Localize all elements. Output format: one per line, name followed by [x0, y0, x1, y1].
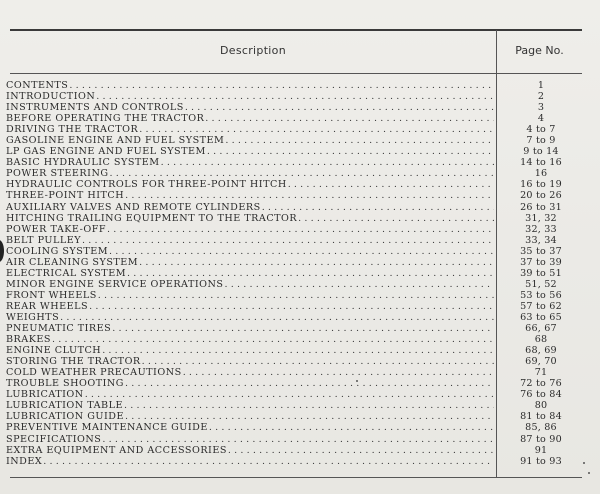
- dot-leader: [139, 257, 494, 268]
- toc-page-numbers: 72 to 76: [520, 378, 562, 390]
- toc-page-numbers: 39 to 51: [520, 267, 562, 279]
- toc-page-numbers: 4: [537, 113, 545, 125]
- dot-leader: [107, 224, 494, 235]
- dot-leader: [96, 91, 494, 102]
- toc-title: BELT PULLEY: [6, 234, 82, 246]
- dot-leader: [225, 135, 494, 146]
- paper-speck: [356, 380, 358, 382]
- dot-leader: [125, 378, 494, 389]
- toc-entry: [6, 411, 494, 422]
- toc-title: EXTRA EQUIPMENT AND ACCESSORIES: [6, 444, 227, 456]
- toc-row: [6, 213, 586, 224]
- toc-row: [6, 279, 586, 290]
- toc-row: [6, 135, 586, 146]
- toc-row: [6, 400, 586, 411]
- toc-entry: [6, 213, 494, 224]
- toc-page-numbers: 20 to 26: [520, 190, 562, 202]
- dot-leader: [161, 157, 494, 168]
- toc-row: [6, 290, 586, 301]
- toc-title: MINOR ENGINE SERVICE OPERATIONS: [6, 278, 224, 290]
- toc-row: [6, 224, 586, 235]
- toc-entry: [6, 80, 494, 91]
- toc-title: HITCHING TRAILING EQUIPMENT TO THE TRACTOR: [6, 212, 298, 224]
- dot-leader: [82, 235, 494, 246]
- toc-page-numbers: 68: [534, 334, 548, 346]
- toc-entry: [6, 400, 494, 411]
- toc-row: [6, 235, 586, 246]
- dot-leader: [185, 102, 494, 113]
- toc-title: INDEX: [6, 455, 43, 467]
- toc-entry: [6, 301, 494, 312]
- toc-entry: [6, 202, 494, 213]
- toc-page-numbers: 81 to 84: [520, 411, 562, 423]
- toc-title: BEFORE OPERATING THE TRACTOR: [6, 113, 205, 125]
- dot-leader: [262, 202, 494, 213]
- binder-hole: [0, 240, 4, 262]
- toc-row: [6, 312, 586, 323]
- toc-page-numbers: 16 to 19: [520, 179, 562, 191]
- toc-title: TROUBLE SHOOTING: [6, 378, 124, 390]
- toc-entry: [6, 91, 494, 102]
- toc-row: [6, 157, 586, 168]
- toc-title: BRAKES: [6, 334, 51, 346]
- toc-row: [6, 202, 586, 213]
- toc-entry: [6, 179, 494, 190]
- toc-title: LP GAS ENGINE AND FUEL SYSTEM: [6, 146, 206, 158]
- toc-entry: [6, 102, 494, 113]
- toc-row: [6, 257, 586, 268]
- toc-title: AUXILIARY VALVES AND REMOTE CYLINDERS: [6, 201, 261, 213]
- dot-leader: [112, 323, 494, 334]
- toc-entry: [6, 135, 494, 146]
- table-of-contents: [6, 80, 586, 467]
- toc-title: PNEUMATIC TIRES: [6, 323, 112, 335]
- dot-leader: [207, 146, 494, 157]
- toc-title: CONTENTS: [6, 80, 69, 91]
- toc-title: INTRODUCTION: [6, 91, 96, 103]
- dot-leader: [124, 400, 494, 411]
- dot-leader: [89, 301, 494, 312]
- toc-page-numbers: 85, 86: [525, 422, 557, 434]
- toc-title: AIR CLEANING SYSTEM: [6, 256, 139, 268]
- toc-row: [6, 91, 586, 102]
- toc-page-numbers: 91: [534, 444, 548, 456]
- dot-leader: [43, 456, 494, 467]
- toc-entry: [6, 323, 494, 334]
- toc-title: ELECTRICAL SYSTEM: [6, 267, 127, 279]
- bottom-rule: [10, 477, 582, 478]
- toc-title: PREVENTIVE MAINTENANCE GUIDE: [6, 422, 208, 434]
- dot-leader: [52, 334, 494, 345]
- toc-row: [6, 190, 586, 201]
- dot-leader: [98, 290, 494, 301]
- toc-row: [6, 345, 586, 356]
- toc-title: HYDRAULIC CONTROLS FOR THREE-POINT HITCH: [6, 179, 287, 191]
- toc-row: [6, 367, 586, 378]
- dot-leader: [183, 367, 494, 378]
- toc-page-numbers: 16: [534, 168, 548, 180]
- toc-row: [6, 323, 586, 334]
- toc-title: DRIVING THE TRACTOR: [6, 124, 139, 136]
- toc-title: BASIC HYDRAULIC SYSTEM: [6, 157, 160, 169]
- toc-entry: [6, 224, 494, 235]
- dot-leader: [205, 113, 494, 124]
- toc-page-numbers: 69, 70: [525, 356, 557, 368]
- paper-speck: [583, 462, 585, 464]
- toc-title: STORING THE TRACTOR: [6, 356, 141, 368]
- toc-row: [6, 80, 586, 91]
- dot-leader: [60, 312, 494, 323]
- toc-row: [6, 378, 586, 389]
- dot-leader: [224, 279, 494, 290]
- toc-row: [6, 268, 586, 279]
- toc-row: [6, 434, 586, 445]
- toc-title: POWER TAKE-OFF: [6, 223, 107, 235]
- dot-leader: [102, 434, 494, 445]
- toc-title: LUBRICATION GUIDE: [6, 411, 124, 423]
- toc-entry: [6, 367, 494, 378]
- toc-entry: [6, 456, 494, 467]
- toc-page-numbers: 71: [534, 367, 548, 379]
- dot-leader: [125, 411, 494, 422]
- toc-row: [6, 113, 586, 124]
- toc-row: [6, 445, 586, 456]
- toc-entry: [6, 246, 494, 257]
- toc-page-numbers: 66, 67: [525, 323, 557, 335]
- toc-page-numbers: 51, 52: [525, 278, 557, 290]
- dot-leader: [110, 168, 494, 179]
- toc-row: [6, 124, 586, 135]
- toc-row: [6, 422, 586, 433]
- toc-entry: [6, 434, 494, 445]
- toc-entry: [6, 257, 494, 268]
- toc-page-numbers: 68, 69: [525, 345, 557, 357]
- toc-title: REAR WHEELS: [6, 300, 89, 312]
- toc-row: [6, 456, 586, 467]
- toc-page-numbers: 80: [534, 400, 548, 412]
- toc-row: [6, 102, 586, 113]
- dot-leader: [209, 422, 494, 433]
- toc-title: LUBRICATION: [6, 389, 84, 401]
- toc-title: ENGINE CLUTCH: [6, 345, 102, 357]
- toc-page-numbers: 31, 32: [525, 212, 557, 224]
- toc-entry: [6, 334, 494, 345]
- toc-title: WEIGHTS: [6, 311, 60, 323]
- toc-entry: [6, 345, 494, 356]
- toc-page-numbers: 37 to 39: [520, 256, 562, 268]
- dot-leader: [102, 345, 494, 356]
- toc-row: [6, 179, 586, 190]
- toc-row: [6, 389, 586, 400]
- dot-leader: [85, 389, 494, 400]
- toc-page-numbers: 4 to 7: [526, 124, 556, 136]
- toc-row: [6, 146, 586, 157]
- toc-entry: [6, 378, 494, 389]
- page-number-column-header: Page No.: [515, 44, 564, 57]
- toc-entry: [6, 422, 494, 433]
- toc-entry: [6, 113, 494, 124]
- toc-entry: [6, 312, 494, 323]
- toc-row: [6, 246, 586, 257]
- dot-leader: [298, 213, 494, 224]
- toc-entry: [6, 168, 494, 179]
- toc-row: [6, 411, 586, 422]
- toc-title: FRONT WHEELS: [6, 289, 97, 301]
- toc-entry: [6, 268, 494, 279]
- toc-row: [6, 168, 586, 179]
- toc-page-numbers: 76 to 84: [520, 389, 562, 401]
- toc-page-numbers: 26 to 31: [520, 201, 562, 213]
- dot-leader: [109, 246, 494, 257]
- toc-page-numbers: 1: [537, 80, 545, 91]
- toc-entry: [6, 279, 494, 290]
- description-column-header: Description: [220, 44, 286, 57]
- dot-leader: [127, 268, 494, 279]
- toc-row: [6, 301, 586, 312]
- toc-title: INSTRUMENTS AND CONTROLS: [6, 102, 184, 114]
- toc-page-numbers: 7 to 9: [526, 135, 556, 147]
- dot-leader: [228, 445, 494, 456]
- toc-entry: [6, 290, 494, 301]
- toc-page-numbers: 9 to 14: [523, 146, 559, 158]
- toc-row: [6, 356, 586, 367]
- toc-page-numbers: 33, 34: [525, 234, 557, 246]
- toc-row: [6, 334, 586, 345]
- toc-entry: [6, 190, 494, 201]
- toc-title: GASOLINE ENGINE AND FUEL SYSTEM: [6, 135, 225, 147]
- toc-page-numbers: 57 to 62: [520, 300, 562, 312]
- toc-entry: [6, 157, 494, 168]
- toc-page-numbers: 63 to 65: [520, 311, 562, 323]
- dot-leader: [288, 179, 494, 190]
- toc-entry: [6, 124, 494, 135]
- toc-entry: [6, 146, 494, 157]
- toc-page-numbers: 53 to 56: [520, 289, 562, 301]
- toc-page-numbers: 35 to 37: [520, 245, 562, 257]
- toc-title: COOLING SYSTEM: [6, 245, 109, 257]
- toc-page-numbers: 2: [537, 91, 545, 103]
- dot-leader: [125, 190, 494, 201]
- toc-entry: [6, 235, 494, 246]
- toc-page-numbers: 3: [537, 102, 545, 114]
- toc-title: THREE-POINT HITCH: [6, 190, 125, 202]
- dot-leader: [69, 80, 494, 91]
- dot-leader: [142, 356, 494, 367]
- toc-entry: [6, 389, 494, 400]
- paper-speck: [588, 472, 590, 474]
- toc-page-numbers: 32, 33: [525, 223, 557, 235]
- toc-page-numbers: 91 to 93: [520, 455, 562, 467]
- toc-title: COLD WEATHER PRECAUTIONS: [6, 367, 182, 379]
- toc-title: POWER STEERING: [6, 168, 109, 180]
- toc-entry: [6, 445, 494, 456]
- toc-title: SPECIFICATIONS: [6, 433, 102, 445]
- dot-leader: [139, 124, 494, 135]
- toc-page-numbers: 14 to 16: [520, 157, 562, 169]
- toc-entry: [6, 356, 494, 367]
- toc-title: LUBRICATION TABLE: [6, 400, 123, 412]
- toc-page-numbers: 87 to 90: [520, 433, 562, 445]
